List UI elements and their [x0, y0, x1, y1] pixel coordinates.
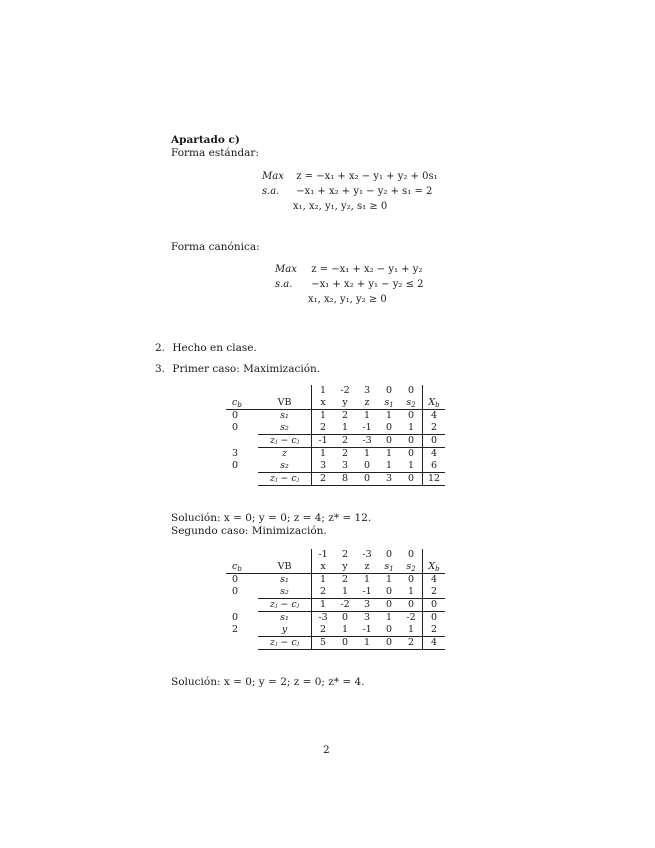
header-x: x [312, 397, 335, 410]
table-row [226, 637, 445, 650]
canonical-form-label: Forma canónica: [171, 241, 260, 253]
table-cell: zⱼ − cⱼ [258, 637, 312, 650]
table-cell: 0 [378, 422, 400, 435]
table-cell: 3 [312, 460, 335, 473]
table-cell: 1 [400, 460, 423, 473]
table-cell: s₁ [258, 410, 312, 423]
table-cell: 1 [312, 599, 335, 612]
table-cell: 2 [312, 624, 335, 637]
table-cell: 2 [423, 422, 446, 435]
table-cell: 0 [356, 460, 378, 473]
canonical-st-label: s.a. [275, 279, 293, 290]
table-cell: 2 [341, 448, 349, 459]
page-number: 2 [323, 744, 330, 756]
table-cell: 3 [356, 599, 378, 612]
solution-max: Solución: x = 0; y = 0; z = 4; z* = 12. [171, 512, 372, 524]
table-cell: 1 [319, 410, 327, 421]
table-cell: 2 [312, 473, 335, 486]
table-cell: 1 [400, 586, 423, 599]
header-y: y [334, 397, 356, 410]
table-cell: -3 [318, 612, 328, 623]
table-cell: 1 [385, 574, 393, 585]
header-xb: $X_b$ [423, 397, 446, 410]
table-cell: 1 [356, 637, 378, 650]
table-row [226, 448, 445, 461]
table-cell: 0 [400, 574, 423, 587]
cost-cell: -3 [362, 549, 372, 560]
table-cell: 2 [232, 624, 239, 636]
table-cell: 0 [232, 611, 239, 623]
canonical-constraint-2: x₁, x₂, y₁, y₂ ≥ 0 [308, 294, 387, 305]
cost-cell: 3 [363, 385, 371, 396]
table-cell [226, 637, 258, 650]
table-cell: 5 [312, 637, 335, 650]
header-xb: $X_b$ [423, 561, 446, 574]
table-cell: 1 [400, 624, 423, 637]
table-cell: 1 [334, 422, 356, 435]
list-item [155, 342, 257, 354]
table-cell: 0 [430, 612, 438, 623]
list-item-text: Primer caso: Maximización. [172, 363, 321, 375]
cost-cell: 0 [400, 549, 423, 561]
table-cell: 1 [334, 624, 356, 637]
table-row [226, 410, 445, 423]
table-cell: 0 [378, 624, 400, 637]
standard-st-label: s.a. [262, 186, 280, 197]
header-z: z [356, 397, 378, 410]
table-cell: zⱼ − cⱼ [258, 599, 312, 612]
table-row [226, 599, 445, 612]
table-cell: 0 [378, 637, 400, 650]
table-cell: 0 [356, 473, 378, 486]
table-cell: -2 [400, 612, 423, 625]
list-item-text: Hecho en clase. [172, 342, 257, 354]
table-cell: -1 [356, 422, 378, 435]
table-cell: 0 [400, 448, 423, 461]
table-cell: 4 [430, 448, 438, 459]
table-cell: -3 [356, 435, 378, 448]
table-cell: 0 [400, 473, 423, 486]
table-cell: 0 [232, 586, 239, 598]
table-cell: 0 [378, 586, 400, 599]
table-cell: 2 [312, 586, 335, 599]
table-cell: s₂ [258, 460, 312, 473]
header-s1: $s_1$ [378, 397, 400, 410]
table-cell: 0 [400, 410, 423, 423]
header-vb: VB [258, 397, 312, 410]
cost-row [226, 385, 445, 397]
header-s1: $s_1$ [378, 561, 400, 574]
cost-cell: 0 [385, 549, 393, 560]
cost-cell: 2 [341, 549, 349, 560]
table-cell: 1 [385, 448, 393, 459]
table-cell: 0 [232, 422, 239, 434]
table-cell: zⱼ − cⱼ [258, 435, 312, 448]
table-cell: 2 [341, 410, 349, 421]
table-cell: 1 [363, 574, 371, 585]
table-cell: 1 [400, 422, 423, 435]
table-cell: y [258, 624, 312, 637]
table-cell: z [258, 448, 312, 461]
table-cell: 2 [312, 422, 335, 435]
header-s2: $s_2$ [400, 561, 423, 574]
table-cell: 1 [334, 586, 356, 599]
table-cell: -1 [356, 624, 378, 637]
table-cell: 0 [423, 435, 446, 448]
cost-cell: -2 [340, 385, 350, 396]
table-row [226, 435, 445, 448]
table-cell: 2 [341, 574, 349, 585]
header-row [226, 561, 445, 574]
table-cell: 3 [378, 473, 400, 486]
solution-min: Solución: x = 0; y = 2; z = 0; z* = 4. [171, 676, 365, 688]
header-z: z [356, 561, 378, 574]
table-cell: 0 [378, 435, 400, 448]
table-cell: s₁ [258, 612, 312, 625]
table-cell: 0 [423, 599, 446, 612]
table-cell: 0 [232, 460, 239, 472]
table-cell: 3 [363, 612, 371, 623]
table-cell: 4 [430, 574, 438, 585]
table-cell: zⱼ − cⱼ [258, 473, 312, 486]
table-cell: 2 [334, 435, 356, 448]
table-row [226, 473, 445, 486]
table-cell: 1 [385, 612, 393, 623]
cost-cell: 0 [400, 385, 423, 397]
header-vb: VB [258, 561, 312, 574]
standard-form-label: Forma estándar: [171, 147, 259, 159]
table-cell: 4 [430, 410, 438, 421]
table-cell: 3 [334, 460, 356, 473]
table-cell: 0 [334, 637, 356, 650]
cost-cell: -1 [318, 549, 328, 560]
table-row [226, 612, 445, 625]
canonical-form-block [275, 264, 424, 305]
table-cell: 2 [423, 586, 446, 599]
table-cell [226, 435, 258, 448]
table-row [226, 574, 445, 587]
standard-form-block [262, 171, 438, 212]
canonical-objective: z = −x₁ + x₂ − y₁ + y₂ [311, 264, 423, 275]
table-cell: -2 [334, 599, 356, 612]
table-row [226, 624, 445, 637]
table-cell: 0 [232, 574, 239, 585]
header-row [226, 397, 445, 410]
list-item-number: 3. [155, 363, 166, 375]
header-cb: $c_b$ [226, 397, 258, 410]
table-cell [226, 599, 258, 612]
table-cell: 2 [400, 637, 423, 650]
list-item [155, 363, 320, 375]
list-item-number: 2. [155, 342, 166, 354]
section-heading: Apartado c) [171, 134, 240, 146]
table-cell: 0 [400, 599, 423, 612]
table-cell: 0 [341, 612, 349, 623]
header-y: y [334, 561, 356, 574]
canonical-max-label: Max [275, 264, 297, 275]
table-cell: s₂ [258, 422, 312, 435]
header-s2: $s_2$ [400, 397, 423, 410]
table-cell: 1 [319, 448, 327, 459]
table-cell: 0 [400, 435, 423, 448]
cost-cell: 1 [319, 385, 327, 396]
table-cell [226, 473, 258, 486]
table-cell: s₁ [258, 574, 312, 587]
table-row [226, 586, 445, 599]
simplex-table-min [226, 549, 445, 650]
table-cell: 1 [319, 574, 327, 585]
standard-objective: z = −x₁ + x₂ − y₁ + y₂ + 0s₁ [296, 171, 438, 182]
table-row [226, 422, 445, 435]
table-cell: 0 [232, 410, 239, 421]
table-cell: 1 [378, 460, 400, 473]
header-cb: $c_b$ [226, 561, 258, 574]
table-cell: 12 [423, 473, 446, 486]
table-cell: 2 [423, 624, 446, 637]
table-cell: 1 [385, 410, 393, 421]
table-cell: -1 [356, 586, 378, 599]
standard-constraint-2: x₁, x₂, y₁, y₂, s₁ ≥ 0 [293, 201, 388, 212]
table-cell: 3 [232, 447, 239, 459]
canonical-constraint-1: −x₁ + x₂ + y₁ − y₂ ≤ 2 [311, 279, 424, 290]
simplex-table-max [226, 385, 445, 486]
cost-cell: 0 [385, 385, 393, 396]
standard-max-label: Max [262, 171, 284, 182]
table-cell: 8 [334, 473, 356, 486]
table-cell: 0 [378, 599, 400, 612]
table-row [226, 460, 445, 473]
header-x: x [312, 561, 335, 574]
standard-constraint-1: −x₁ + x₂ + y₁ − y₂ + s₁ = 2 [296, 186, 433, 197]
cost-row [226, 549, 445, 561]
table-cell: 1 [363, 410, 371, 421]
second-case-label: Segundo caso: Minimización. [171, 525, 327, 537]
table-cell: 4 [423, 637, 446, 650]
table-cell: 6 [423, 460, 446, 473]
table-cell: s₂ [258, 586, 312, 599]
table-cell: 1 [363, 448, 371, 459]
table-cell: -1 [312, 435, 335, 448]
